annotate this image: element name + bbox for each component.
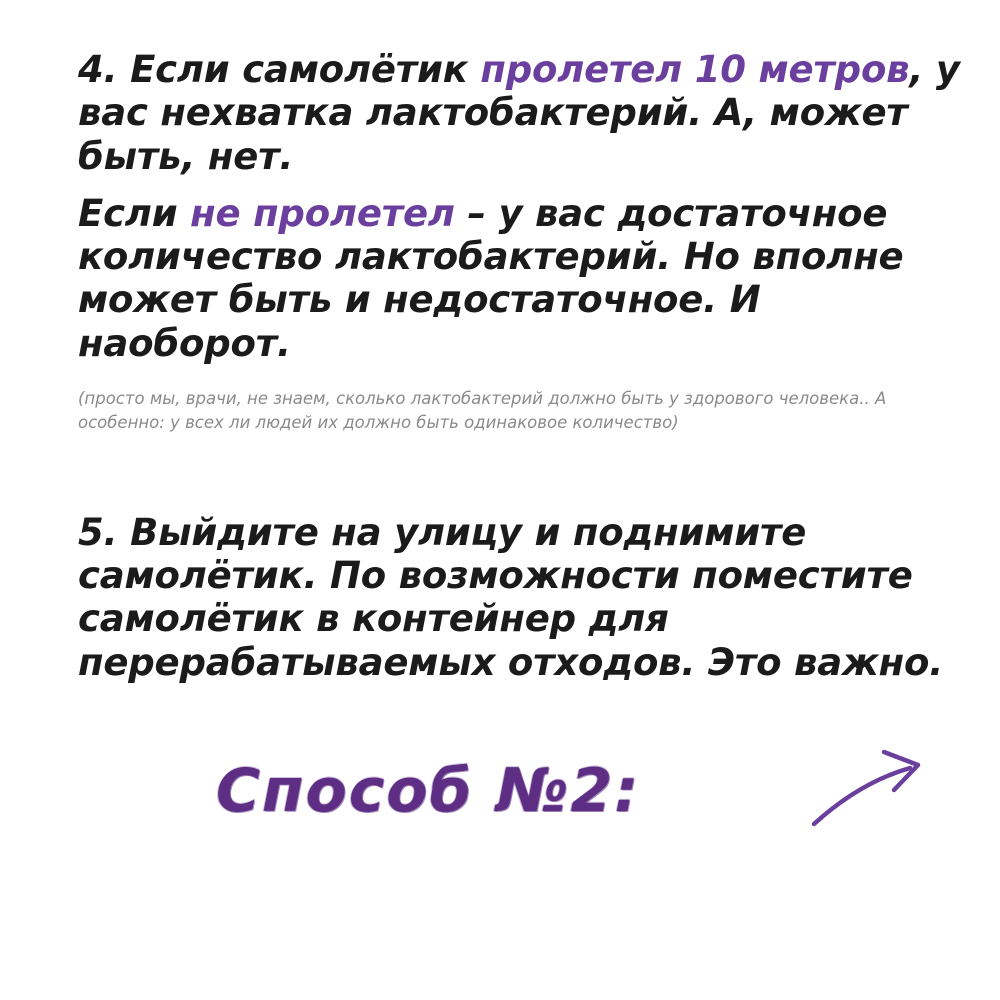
instruction-item-5 xyxy=(78,511,970,684)
item-4b-text-post: – у вас достаточное количество лактобактерий. Но вполне может быть и недостаточное. И наоборот. xyxy=(78,191,904,365)
instruction-item-4 xyxy=(78,48,970,365)
parenthetical-note: (просто мы, врачи, не знаем, сколько лактобактерий должно быть у здорового человека.. А особенно: у всех ли людей их должно быть одинаковое количество) xyxy=(78,388,887,432)
section-headline: Способ №2: xyxy=(216,755,641,826)
item-4-paragraph-2 xyxy=(78,192,970,365)
item-4-accent-phrase: пролетел 10 метров xyxy=(480,48,910,91)
headline-row xyxy=(78,746,970,876)
item-4-paragraph-1 xyxy=(78,48,970,178)
item-4b-accent-phrase: не пролетел xyxy=(190,191,455,235)
item-4-text-pre: 4. Если самолётик xyxy=(78,48,481,91)
item-4b-text-pre: Если xyxy=(78,191,191,235)
item-4-text-post: , у вас нехватка лактобактерий. А, может быть, нет. xyxy=(78,48,960,178)
curved-arrow-right-icon xyxy=(806,746,956,836)
item-5-paragraph: 5. Выйдите на улицу и поднимите самолётик. По возможности поместите самолётик в контейнер для перерабатываемых отходов. Это важно. xyxy=(78,510,944,684)
